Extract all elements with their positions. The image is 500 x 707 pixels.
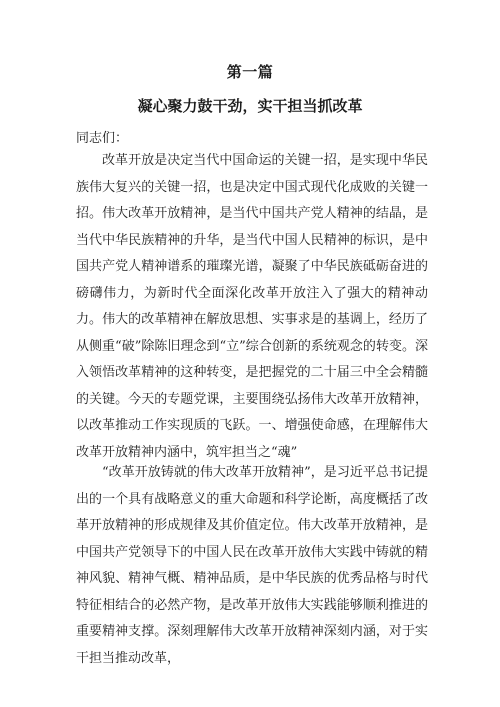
document-title: 第一篇 <box>226 63 274 81</box>
paragraph-1: 改革开放是决定当代中国命运的关键一招，是实现中华民族伟大复兴的关键一招，也是决定中国式现代化成败的关键一招。伟大改革开放精神，是当代中国共产党人精神的结晶，是当代中华民族精神的升华，是当代中国人民精神的标识，是中国共产党人精神谱系的璀璨光谱，凝聚了中华民族砥砺奋进的磅礴伟力，为新时代全面深化改革开放注入了强大的精神动力。伟大的改革精神在解放思想、实事求是的基调上，经历了从侧重“破”除陈旧理念到“立”综合创新的系统观念的转变。深入领悟改革精神的这种转变，是把握党的二十届三中全会精髓的关键。今天的专题党课，主要围绕弘扬伟大改革开放精神，以改革推动工作实现质的飞跃。一、增强使命感，在理解伟大改革开放精神内涵中，筑牢担当之“魂” <box>76 153 428 460</box>
document-subtitle: 凝心聚力鼓干劲，实干担当抓改革 <box>137 97 363 115</box>
salutation: 同志们： <box>76 131 129 146</box>
paragraph-2: “改革开放铸就的伟大改革开放精神”，是习近平总书记提出的一个具有战略意义的重大命题和科学论断，高度概括了改革开放精神的形成规律及其价值定位。伟大改革开放精神，是中国共产党领导下的中国人民在改革开放伟大实践中铸就的精神风貌、精神气概、精神品质，是中华民族的优秀品格与时代特征相结合的必然产物，是改革开放伟大实践能够顺利推进的重要精神支撑。深刻理解伟大改革开放精神深刻内涵，对于实干担当推动改革， <box>76 465 428 666</box>
